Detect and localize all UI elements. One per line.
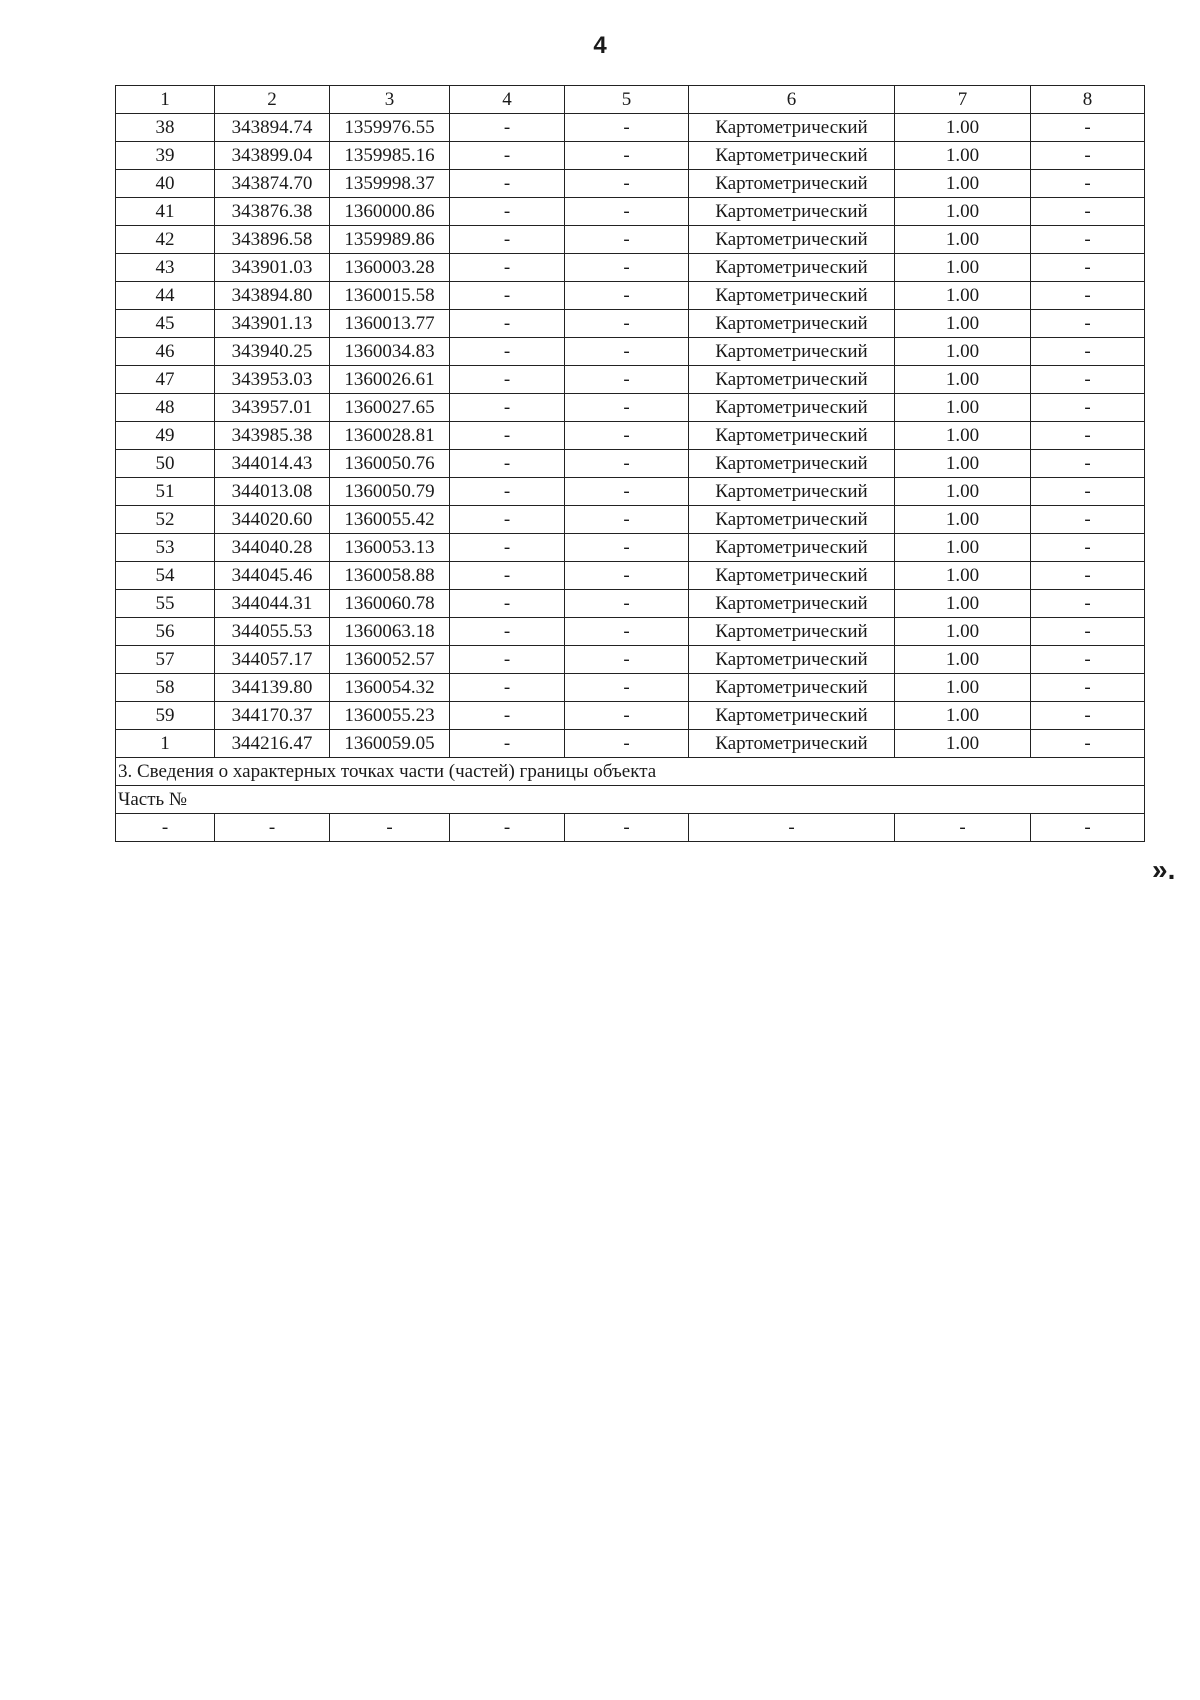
table-cell-7: 1.00 (895, 674, 1031, 702)
table-cell-3: 1360028.81 (330, 422, 450, 450)
table-cell-4: - (450, 142, 565, 170)
table-cell-4: - (450, 646, 565, 674)
table-cell-4: - (450, 618, 565, 646)
table-cell-7: 1.00 (895, 226, 1031, 254)
table-cell-2: 343940.25 (215, 338, 330, 366)
table-cell-2: 344044.31 (215, 590, 330, 618)
table-cell-2: 343899.04 (215, 142, 330, 170)
table-row (116, 198, 1145, 226)
table-cell-6: Картометрический (689, 618, 895, 646)
table-cell-4: - (450, 114, 565, 142)
table-cell-8: - (1031, 702, 1145, 730)
table-cell-1: 55 (116, 590, 215, 618)
table-cell-2: 343953.03 (215, 366, 330, 394)
table-cell-8: - (1031, 198, 1145, 226)
table-cell-8: - (1031, 366, 1145, 394)
table-cell-4: - (450, 702, 565, 730)
coordinates-table-wrapper (115, 85, 1144, 842)
table-cell-6: Картометрический (689, 338, 895, 366)
table-row (116, 282, 1145, 310)
column-header-6: 6 (689, 86, 895, 114)
table-cell-6: Картометрический (689, 142, 895, 170)
table-cell-3: 1360055.23 (330, 702, 450, 730)
table-cell-8: - (1031, 562, 1145, 590)
table-cell-3: 1360000.86 (330, 198, 450, 226)
table-cell-2: 343901.13 (215, 310, 330, 338)
table-cell-2: 343957.01 (215, 394, 330, 422)
table-cell-3: 1359998.37 (330, 170, 450, 198)
table-row (116, 142, 1145, 170)
table-cell-6: Картометрический (689, 366, 895, 394)
table-cell-3: 1359976.55 (330, 114, 450, 142)
table-cell-3: 1360053.13 (330, 534, 450, 562)
table-row (116, 170, 1145, 198)
table-cell-3: 1360027.65 (330, 394, 450, 422)
table-row (116, 618, 1145, 646)
table-cell-1: 51 (116, 478, 215, 506)
table-cell-3: 1360054.32 (330, 674, 450, 702)
closing-quote-mark: ». (1152, 854, 1176, 885)
table-cell-5: - (565, 366, 689, 394)
table-cell-6: Картометрический (689, 450, 895, 478)
empty-cell-6: - (689, 814, 895, 842)
table-cell-4: - (450, 226, 565, 254)
table-cell-8: - (1031, 590, 1145, 618)
table-cell-4: - (450, 254, 565, 282)
table-cell-2: 344013.08 (215, 478, 330, 506)
table-cell-7: 1.00 (895, 198, 1031, 226)
table-cell-5: - (565, 506, 689, 534)
table-cell-1: 47 (116, 366, 215, 394)
table-cell-2: 343985.38 (215, 422, 330, 450)
table-cell-1: 57 (116, 646, 215, 674)
table-cell-7: 1.00 (895, 730, 1031, 758)
table-cell-1: 54 (116, 562, 215, 590)
table-cell-2: 343896.58 (215, 226, 330, 254)
table-cell-7: 1.00 (895, 114, 1031, 142)
table-row (116, 562, 1145, 590)
table-cell-5: - (565, 534, 689, 562)
table-cell-6: Картометрический (689, 478, 895, 506)
table-cell-6: Картометрический (689, 590, 895, 618)
table-row (116, 674, 1145, 702)
table-row (116, 366, 1145, 394)
table-cell-1: 38 (116, 114, 215, 142)
table-row (116, 422, 1145, 450)
table-cell-5: - (565, 282, 689, 310)
column-header-7: 7 (895, 86, 1031, 114)
table-row (116, 590, 1145, 618)
table-cell-5: - (565, 478, 689, 506)
table-cell-5: - (565, 394, 689, 422)
part-label-row (116, 786, 1145, 814)
table-cell-7: 1.00 (895, 338, 1031, 366)
table-cell-1: 43 (116, 254, 215, 282)
table-cell-3: 1360063.18 (330, 618, 450, 646)
table-cell-7: 1.00 (895, 170, 1031, 198)
table-cell-7: 1.00 (895, 646, 1031, 674)
empty-part-row (116, 814, 1145, 842)
table-cell-4: - (450, 394, 565, 422)
table-cell-8: - (1031, 310, 1145, 338)
table-row (116, 114, 1145, 142)
table-row (116, 338, 1145, 366)
table-cell-1: 50 (116, 450, 215, 478)
table-cell-1: 45 (116, 310, 215, 338)
table-cell-3: 1360015.58 (330, 282, 450, 310)
table-cell-6: Картометрический (689, 114, 895, 142)
table-cell-7: 1.00 (895, 366, 1031, 394)
table-cell-4: - (450, 198, 565, 226)
table-cell-2: 344139.80 (215, 674, 330, 702)
table-cell-2: 344045.46 (215, 562, 330, 590)
table-cell-5: - (565, 674, 689, 702)
table-cell-7: 1.00 (895, 590, 1031, 618)
table-cell-4: - (450, 282, 565, 310)
table-cell-1: 41 (116, 198, 215, 226)
table-cell-4: - (450, 170, 565, 198)
table-cell-3: 1360013.77 (330, 310, 450, 338)
table-cell-1: 49 (116, 422, 215, 450)
table-cell-5: - (565, 422, 689, 450)
table-cell-4: - (450, 366, 565, 394)
empty-cell-4: - (450, 814, 565, 842)
table-cell-5: - (565, 254, 689, 282)
table-cell-7: 1.00 (895, 702, 1031, 730)
table-cell-8: - (1031, 478, 1145, 506)
table-cell-1: 59 (116, 702, 215, 730)
table-cell-3: 1360026.61 (330, 366, 450, 394)
table-cell-7: 1.00 (895, 422, 1031, 450)
table-cell-8: - (1031, 170, 1145, 198)
section-title-row (116, 758, 1145, 786)
table-cell-2: 344055.53 (215, 618, 330, 646)
table-row (116, 646, 1145, 674)
table-cell-7: 1.00 (895, 254, 1031, 282)
table-cell-8: - (1031, 226, 1145, 254)
column-header-4: 4 (450, 86, 565, 114)
table-cell-5: - (565, 646, 689, 674)
table-cell-8: - (1031, 646, 1145, 674)
table-cell-6: Картометрический (689, 534, 895, 562)
table-cell-4: - (450, 338, 565, 366)
table-cell-2: 343901.03 (215, 254, 330, 282)
table-cell-5: - (565, 730, 689, 758)
table-cell-5: - (565, 562, 689, 590)
column-header-2: 2 (215, 86, 330, 114)
table-cell-1: 42 (116, 226, 215, 254)
table-cell-1: 39 (116, 142, 215, 170)
table-cell-5: - (565, 226, 689, 254)
table-cell-3: 1360050.79 (330, 478, 450, 506)
empty-cell-3: - (330, 814, 450, 842)
table-cell-8: - (1031, 730, 1145, 758)
table-cell-5: - (565, 338, 689, 366)
empty-cell-7: - (895, 814, 1031, 842)
table-cell-6: Картометрический (689, 422, 895, 450)
table-cell-8: - (1031, 282, 1145, 310)
table-cell-1: 58 (116, 674, 215, 702)
table-cell-5: - (565, 114, 689, 142)
table-cell-4: - (450, 534, 565, 562)
table-cell-3: 1359989.86 (330, 226, 450, 254)
boundary-points-table (115, 85, 1145, 842)
table-cell-7: 1.00 (895, 142, 1031, 170)
table-row (116, 254, 1145, 282)
table-cell-7: 1.00 (895, 282, 1031, 310)
table-cell-6: Картометрический (689, 170, 895, 198)
table-cell-4: - (450, 450, 565, 478)
table-cell-1: 40 (116, 170, 215, 198)
table-cell-2: 344020.60 (215, 506, 330, 534)
table-cell-8: - (1031, 674, 1145, 702)
table-row (116, 702, 1145, 730)
table-cell-3: 1360058.88 (330, 562, 450, 590)
table-row (116, 450, 1145, 478)
part-number-label: Часть № (116, 786, 1145, 814)
table-cell-5: - (565, 310, 689, 338)
table-cell-3: 1360059.05 (330, 730, 450, 758)
section-3-title: 3. Сведения о характерных точках части (частей) границы объекта (116, 758, 1145, 786)
table-cell-2: 343894.80 (215, 282, 330, 310)
table-header-row (116, 86, 1145, 114)
table-cell-8: - (1031, 450, 1145, 478)
table-cell-2: 344216.47 (215, 730, 330, 758)
table-cell-6: Картометрический (689, 730, 895, 758)
table-cell-8: - (1031, 534, 1145, 562)
table-cell-3: 1360050.76 (330, 450, 450, 478)
table-cell-8: - (1031, 394, 1145, 422)
table-cell-3: 1360052.57 (330, 646, 450, 674)
table-cell-2: 343876.38 (215, 198, 330, 226)
table-cell-7: 1.00 (895, 562, 1031, 590)
table-cell-7: 1.00 (895, 450, 1031, 478)
table-row (116, 394, 1145, 422)
table-cell-1: 53 (116, 534, 215, 562)
table-cell-1: 44 (116, 282, 215, 310)
table-cell-7: 1.00 (895, 618, 1031, 646)
empty-cell-5: - (565, 814, 689, 842)
table-cell-4: - (450, 310, 565, 338)
table-cell-8: - (1031, 618, 1145, 646)
column-header-1: 1 (116, 86, 215, 114)
table-cell-5: - (565, 590, 689, 618)
table-cell-7: 1.00 (895, 310, 1031, 338)
table-cell-6: Картометрический (689, 198, 895, 226)
column-header-3: 3 (330, 86, 450, 114)
table-cell-3: 1360034.83 (330, 338, 450, 366)
table-cell-8: - (1031, 114, 1145, 142)
table-cell-6: Картометрический (689, 282, 895, 310)
table-cell-6: Картометрический (689, 562, 895, 590)
table-cell-8: - (1031, 506, 1145, 534)
table-cell-3: 1360055.42 (330, 506, 450, 534)
table-cell-8: - (1031, 338, 1145, 366)
table-cell-2: 344040.28 (215, 534, 330, 562)
table-cell-6: Картометрический (689, 674, 895, 702)
column-header-8: 8 (1031, 86, 1145, 114)
table-cell-4: - (450, 422, 565, 450)
table-cell-6: Картометрический (689, 226, 895, 254)
table-cell-3: 1360003.28 (330, 254, 450, 282)
table-cell-7: 1.00 (895, 478, 1031, 506)
table-cell-5: - (565, 142, 689, 170)
table-body (116, 86, 1145, 842)
table-cell-4: - (450, 478, 565, 506)
empty-cell-8: - (1031, 814, 1145, 842)
table-cell-8: - (1031, 254, 1145, 282)
table-cell-2: 343894.74 (215, 114, 330, 142)
table-cell-1: 48 (116, 394, 215, 422)
table-cell-2: 343874.70 (215, 170, 330, 198)
table-cell-7: 1.00 (895, 534, 1031, 562)
table-cell-3: 1360060.78 (330, 590, 450, 618)
table-cell-5: - (565, 450, 689, 478)
table-row (116, 730, 1145, 758)
table-cell-1: 52 (116, 506, 215, 534)
table-cell-4: - (450, 590, 565, 618)
table-row (116, 226, 1145, 254)
table-cell-4: - (450, 506, 565, 534)
table-cell-7: 1.00 (895, 506, 1031, 534)
table-cell-2: 344170.37 (215, 702, 330, 730)
table-cell-5: - (565, 702, 689, 730)
table-cell-6: Картометрический (689, 254, 895, 282)
table-cell-5: - (565, 618, 689, 646)
table-cell-6: Картометрический (689, 702, 895, 730)
table-cell-4: - (450, 674, 565, 702)
column-header-5: 5 (565, 86, 689, 114)
table-cell-1: 46 (116, 338, 215, 366)
table-cell-5: - (565, 170, 689, 198)
empty-cell-1: - (116, 814, 215, 842)
table-cell-6: Картометрический (689, 506, 895, 534)
table-cell-1: 56 (116, 618, 215, 646)
table-cell-4: - (450, 730, 565, 758)
page-number: 4 (593, 32, 607, 59)
table-cell-7: 1.00 (895, 394, 1031, 422)
table-cell-6: Картометрический (689, 646, 895, 674)
table-cell-6: Картометрический (689, 394, 895, 422)
table-row (116, 478, 1145, 506)
table-row (116, 506, 1145, 534)
table-cell-3: 1359985.16 (330, 142, 450, 170)
table-cell-5: - (565, 198, 689, 226)
table-cell-2: 344057.17 (215, 646, 330, 674)
empty-cell-2: - (215, 814, 330, 842)
table-cell-6: Картометрический (689, 310, 895, 338)
table-cell-8: - (1031, 142, 1145, 170)
table-row (116, 310, 1145, 338)
table-cell-8: - (1031, 422, 1145, 450)
table-cell-4: - (450, 562, 565, 590)
table-cell-2: 344014.43 (215, 450, 330, 478)
table-cell-1: 1 (116, 730, 215, 758)
table-row (116, 534, 1145, 562)
